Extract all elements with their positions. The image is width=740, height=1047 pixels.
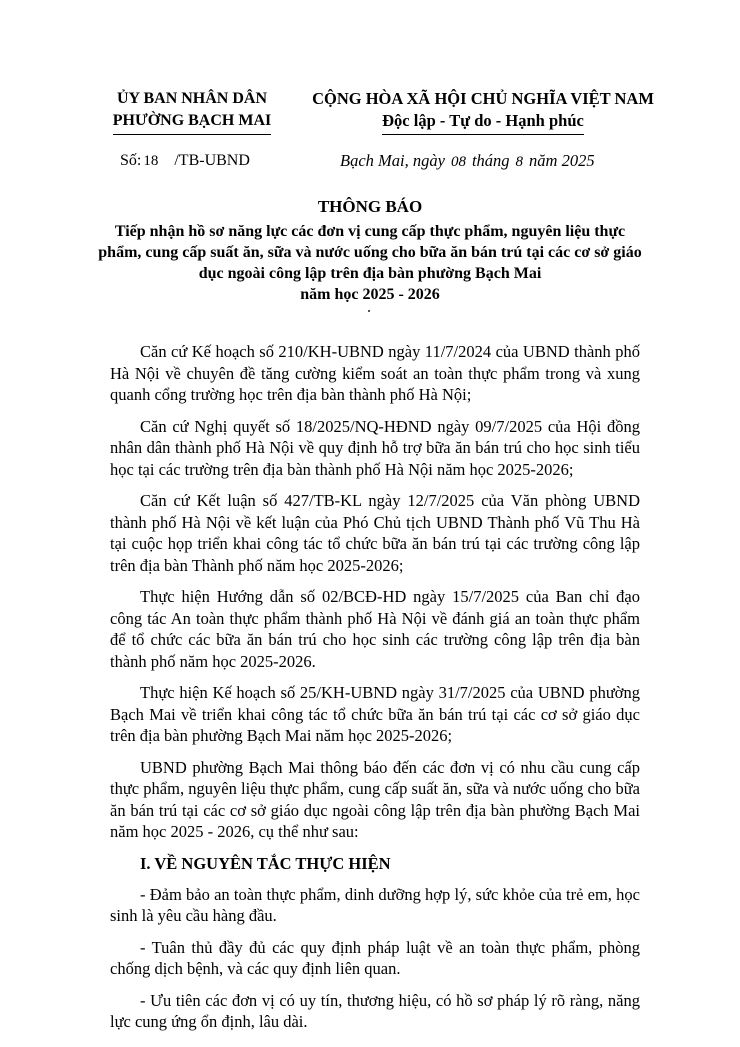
paragraph: Căn cứ Kế hoạch số 210/KH-UBND ngày 11/7/2024 của UBND thành phố Hà Nội về chuyên đề tăng cường kiểm soát an toàn thực phẩm trong và xung quanh cổng trường học trên địa bàn thành phố Hà Nội; bbox=[110, 342, 640, 404]
doc-number-prefix: Số: bbox=[120, 152, 142, 169]
paragraph: UBND phường Bạch Mai thông báo đến các đơn vị có nhu cầu cung cấp thực phẩm, nguyên liệu thực phẩm, cung cấp suất ăn, sữa và nước uống cho bữa ăn bán trú tại các cơ sở giáo dục ngoài công lập trên địa bàn phường Bạch Mai năm học 2025 - 2026, cụ thể như sau: bbox=[110, 757, 640, 841]
doc-number-value: 18 bbox=[143, 153, 159, 169]
paragraph: Căn cứ Kết luận số 427/TB-KL ngày 12/7/2025 của Văn phòng UBND thành phố Hà Nội về kết luận của Phó Chủ tịch UBND Thành phố Vũ Thu Hà tại cuộc họp triển khai công tác tổ chức bữa ăn bán trú tại các trường công lập trên địa bàn Thành phố năm học 2025-2026; bbox=[110, 491, 640, 575]
principle-item: - Ưu tiên các đơn vị có uy tín, thương hiệu, có hồ sơ pháp lý rõ ràng, năng lực cung ứng ổn định, lâu dài. bbox=[110, 990, 640, 1031]
subtitle-year: năm học 2025 - 2026 bbox=[300, 286, 440, 303]
motto-line: Độc lập - Tự do - Hạnh phúc bbox=[382, 110, 584, 135]
principle-item: - Tuân thủ đầy đủ các quy định pháp luật về an toàn thực phẩm, phòng chống dịch bệnh, và các quy định liên quan. bbox=[110, 937, 640, 978]
national-motto bbox=[300, 88, 666, 135]
section-heading: I. VỀ NGUYÊN TẮC THỰC HIỆN bbox=[140, 853, 391, 873]
paragraph: Thực hiện Hướng dẫn số 02/BCĐ-HD ngày 15/7/2025 của Ban chỉ đạo công tác An toàn thực phẩm thành phố Hà Nội về đánh giá an toàn thực phẩm để tổ chức các bữa ăn bán trú cho học sinh các trường công lập trên địa bàn thành phố năm học 2025-2026. bbox=[110, 587, 640, 671]
authority-line-1: ỦY BAN NHÂN DÂN bbox=[116, 90, 268, 107]
date-line bbox=[340, 150, 650, 173]
document-number bbox=[120, 150, 250, 172]
date-month: 8 bbox=[515, 154, 524, 170]
principle-item: - Đảm bảo an toàn thực phẩm, dinh dưỡng hợp lý, sức khỏe của trẻ em, học sinh là yêu cầu hàng đầu. bbox=[110, 884, 640, 925]
date-day: 08 bbox=[450, 154, 466, 170]
document-body bbox=[110, 341, 640, 1043]
document-subtitle bbox=[96, 221, 644, 305]
date-year: năm 2025 bbox=[529, 151, 595, 170]
issuing-authority bbox=[100, 88, 284, 135]
date-month-label: tháng bbox=[471, 151, 510, 170]
date-place: Bạch Mai, ngày bbox=[340, 151, 445, 170]
document-title: THÔNG BÁO bbox=[317, 197, 423, 216]
doc-number-suffix: /TB-UBND bbox=[174, 152, 250, 169]
decorative-dot bbox=[368, 310, 370, 312]
authority-line-2: PHƯỜNG BẠCH MAI bbox=[113, 110, 272, 135]
paragraph: Căn cứ Nghị quyết số 18/2025/NQ-HĐND ngày 09/7/2025 của Hội đồng nhân dân thành phố Hà Nội về quy định hỗ trợ bữa ăn bán trú cho học sinh tiểu học tại các trường trên địa bàn thành phố Hà Nội năm học 2025-2026; bbox=[110, 416, 640, 479]
subtitle-text: Tiếp nhận hồ sơ năng lực các đơn vị cung cấp thực phẩm, nguyên liệu thực phẩm, cung cấp suất ăn, sữa và nước uống cho bữa ăn bán trú tại các cơ sở giáo dục ngoài công lập trên địa bàn phường Bạch Mai bbox=[98, 223, 642, 282]
country-name: CỘNG HÒA XÃ HỘI CHỦ NGHĨA VIỆT NAM bbox=[312, 89, 654, 108]
paragraph: Thực hiện Kế hoạch số 25/KH-UBND ngày 31/7/2025 của UBND phường Bạch Mai về triển khai công tác tổ chức bữa ăn bán trú tại các cơ sở giáo dục trên địa bàn phường Bạch Mai năm học 2025-2026; bbox=[110, 683, 640, 745]
